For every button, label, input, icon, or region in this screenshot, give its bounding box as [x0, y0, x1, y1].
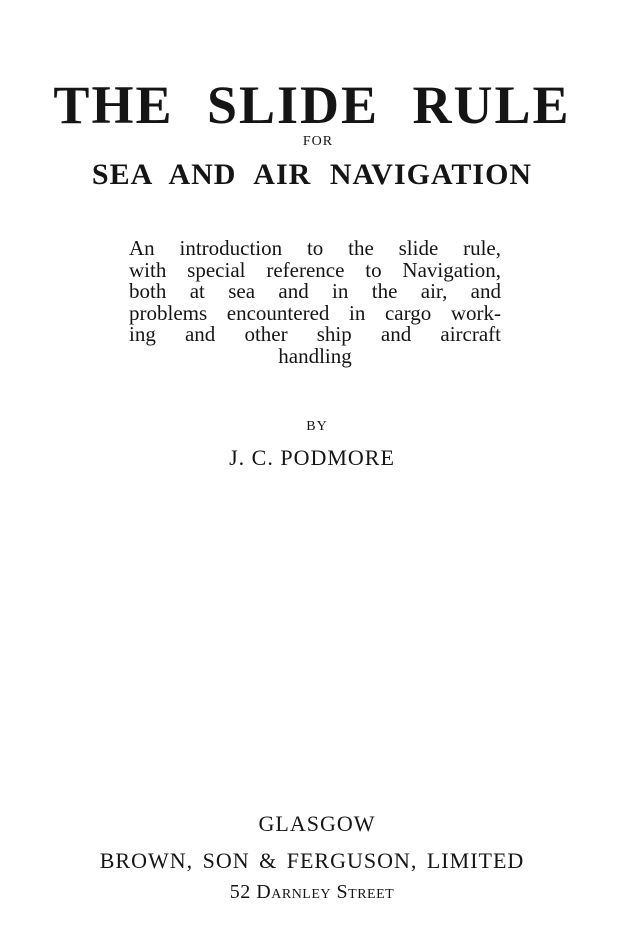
description-line: both at sea and in the air, and: [129, 279, 501, 303]
author-name: J. C. PODMORE: [229, 445, 395, 470]
description-line: ing and other ship and aircraft: [129, 322, 501, 346]
imprint-publisher: BROWN, SON & FERGUSON, LIMITED: [99, 848, 525, 873]
imprint-address: 52 Darnley Street: [229, 881, 395, 903]
by-label: BY: [306, 419, 328, 434]
book-title: THE SLIDE RULE: [53, 75, 571, 135]
description-block: [129, 238, 501, 367]
book-subtitle: SEA AND AIR NAVIGATION: [91, 158, 533, 191]
imprint-city: GLASGOW: [258, 811, 376, 836]
for-label: FOR: [302, 134, 334, 149]
description-line: with special reference to Navigation,: [129, 257, 501, 282]
description-line: An introduction to the slide rule,: [129, 236, 501, 260]
description-line: problems encountered in cargo work-: [129, 300, 501, 325]
description-line: handling: [278, 343, 352, 368]
